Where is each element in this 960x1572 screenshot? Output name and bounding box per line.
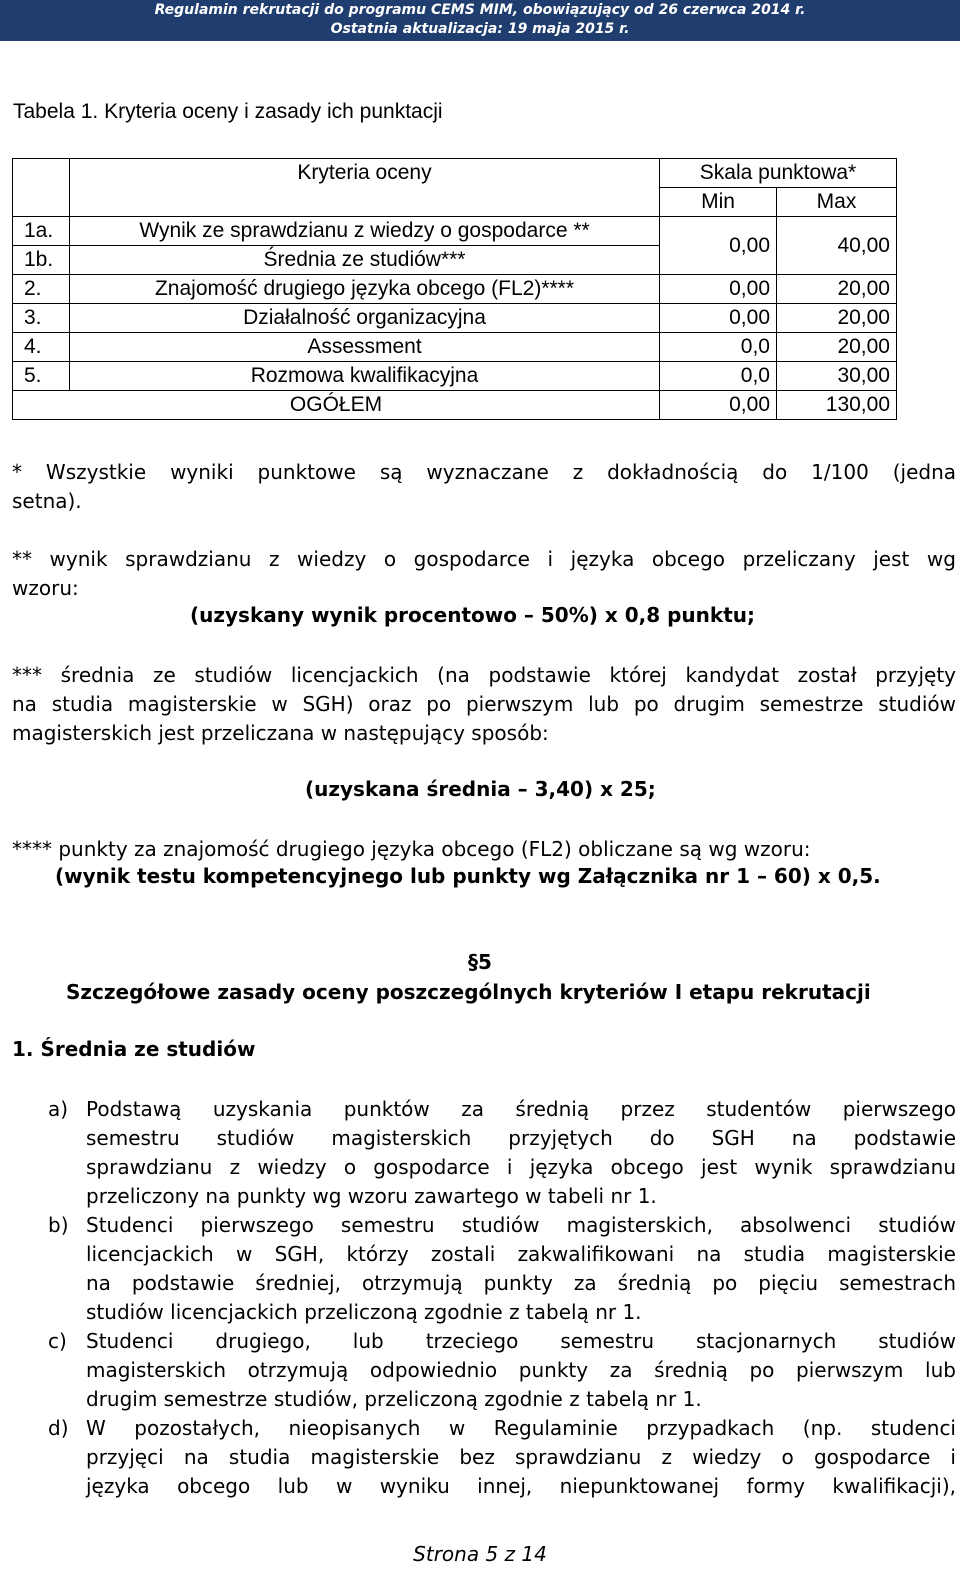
row-min: 0,0 xyxy=(660,333,777,362)
list-item: b) Studenci pierwszego semestru studiów magisterskich, absolwenci studiów licencjackich w SGH, którzy zostali zakwalifikowani na studia magisterskie na podstawie średniej, otrzymują punkty za średnią po pięciu semestrach studiów licencjackich przeliczoną zgodnie z tabelą nr 1. xyxy=(48,1213,956,1324)
row-max: 20,00 xyxy=(777,304,897,333)
list-marker: a) xyxy=(48,1097,69,1121)
row-min: 0,0 xyxy=(660,362,777,391)
header-max: Max xyxy=(777,188,897,217)
row-min: 0,00 xyxy=(660,217,777,275)
criteria-table xyxy=(12,158,897,420)
note-economy-test: ** wynik sprawdzianu z wiedzy o gospodarce i języka obcego przeliczany jest wg wzoru: xyxy=(12,547,956,600)
table-row xyxy=(13,275,897,304)
total-max: 130,00 xyxy=(777,391,897,420)
row-min: 0,00 xyxy=(660,304,777,333)
table-header-row xyxy=(13,159,897,188)
row-max: 40,00 xyxy=(777,217,897,275)
row-criterion: Rozmowa kwalifikacyjna xyxy=(70,362,660,391)
list-item: a) Podstawą uzyskania punktów za średnią przez studentów pierwszego semestru studiów magisterskich przyjętych do SGH na podstawie sprawdzianu z wiedzy o gospodarce i języka obcego jest wynik sprawdzianu przeliczony na punkty wg wzoru zawartego w tabeli nr 1. xyxy=(48,1097,956,1208)
formula-economy-test: (uzyskany wynik procentowo – 50%) x 0,8 punktu; xyxy=(190,603,756,627)
list-item: d) W pozostałych, nieopisanych w Regulaminie przypadkach (np. studenci przyjęci na studia magisterskie bez sprawdzianu z wiedzy o gospodarce i języka obcego lub w wyniku innej, niepunktowanej formy kwalifikacji), xyxy=(48,1416,956,1498)
row-number: 1b. xyxy=(13,246,70,275)
formula-fl2: (wynik testu kompetencyjnego lub punkty wg Załącznika nr 1 – 60) x 0,5. xyxy=(55,864,881,888)
row-number: 4. xyxy=(13,333,70,362)
table-row xyxy=(13,333,897,362)
row-number: 3. xyxy=(13,304,70,333)
row-criterion: Wynik ze sprawdzianu z wiedzy o gospodarce ** xyxy=(70,217,660,246)
row-number: 1a. xyxy=(13,217,70,246)
row-number: 5. xyxy=(13,362,70,391)
header-last-update: Ostatnia aktualizacja: 19 maja 2015 r. xyxy=(330,21,630,37)
header-min: Min xyxy=(660,188,777,217)
table-row xyxy=(13,304,897,333)
formula-average: (uzyskana średnia – 3,40) x 25; xyxy=(305,777,656,801)
table-row xyxy=(13,217,897,246)
table-caption: Tabela 1. Kryteria oceny i zasady ich punktacji xyxy=(13,100,443,123)
note-fl2: **** punkty za znajomość drugiego języka obcego (FL2) obliczane są wg wzoru: xyxy=(12,837,811,861)
list-item: c) Studenci drugiego, lub trzeciego semestru stacjonarnych studiów magisterskich otrzymują odpowiednio punkty za średnią po pierwszym lub drugim semestrze studiów, przeliczoną zgodnie z tabelą nr 1. xyxy=(48,1329,956,1411)
subheading-average: 1. Średnia ze studiów xyxy=(12,1037,256,1061)
list-marker: b) xyxy=(48,1213,69,1237)
row-min: 0,00 xyxy=(660,275,777,304)
row-number: 2. xyxy=(13,275,70,304)
section-sign: §5 xyxy=(468,950,492,974)
row-max: 20,00 xyxy=(777,333,897,362)
note-precision: * Wszystkie wyniki punktowe są wyznaczane z dokładnością do 1/100 (jedna setna). xyxy=(12,460,956,513)
list-marker: c) xyxy=(48,1329,67,1353)
total-min: 0,00 xyxy=(660,391,777,420)
document-header xyxy=(0,0,960,41)
row-max: 20,00 xyxy=(777,275,897,304)
header-empty-cell xyxy=(13,159,70,217)
rules-list xyxy=(48,1095,956,1501)
row-criterion: Średnia ze studiów*** xyxy=(70,246,660,275)
row-criterion: Assessment xyxy=(70,333,660,362)
list-marker: d) xyxy=(48,1416,69,1440)
row-criterion: Działalność organizacyjna xyxy=(70,304,660,333)
section-title: Szczegółowe zasady oceny poszczególnych kryteriów I etapu rekrutacji xyxy=(66,980,871,1004)
note-average: *** średnia ze studiów licencjackich (na podstawie której kandydat został przyjęty na studia magisterskie w SGH) oraz po pierwszym lub po drugim semestrze studiów magisterskich jest przeliczana w następujący sposób: xyxy=(12,663,956,745)
table-row xyxy=(13,362,897,391)
total-label: OGÓŁEM xyxy=(13,391,660,420)
page-number: Strona 5 z 14 xyxy=(413,1542,547,1566)
table-total-row xyxy=(13,391,897,420)
row-criterion: Znajomość drugiego języka obcego (FL2)**** xyxy=(70,275,660,304)
header-criteria: Kryteria oceny xyxy=(70,159,660,217)
row-max: 30,00 xyxy=(777,362,897,391)
header-regulation-title: Regulamin rekrutacji do programu CEMS MIM, obowiązujący od 26 czerwca 2014 r. xyxy=(154,2,806,18)
header-scale: Skala punktowa* xyxy=(660,159,897,188)
